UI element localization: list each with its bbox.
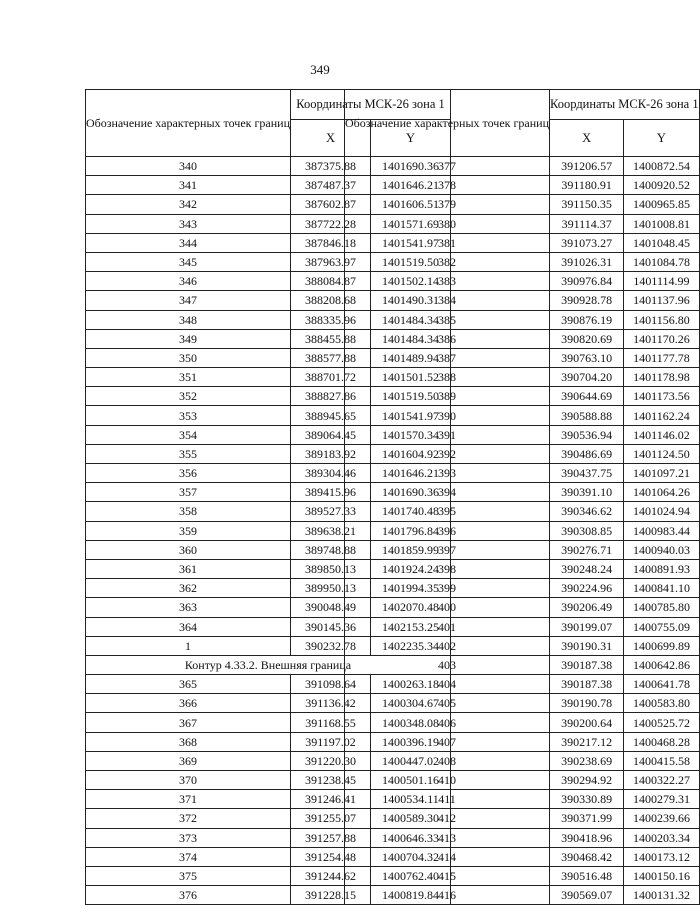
x-coordinate: 390486.69 (550, 444, 624, 463)
x-coordinate: 391168.55 (291, 713, 371, 732)
y-coordinate: 1401097.21 (624, 464, 699, 483)
y-coordinate: 1400263.18 (371, 675, 451, 694)
point-number: 401 (345, 617, 550, 636)
x-coordinate: 388945.65 (291, 406, 371, 425)
y-coordinate: 1400704.32 (371, 847, 451, 866)
designation-header: Обозначение характерных точек границ (345, 90, 550, 157)
coordinates-header: Координаты МСК-26 зона 1 (291, 90, 451, 120)
y-coordinate: 1401519.50 (371, 387, 451, 406)
point-number: 407 (345, 732, 550, 751)
y-coordinate: 1401484.34 (371, 310, 451, 329)
table-row (345, 771, 700, 790)
point-number: 340 (86, 157, 291, 176)
point-number: 406 (345, 713, 550, 732)
y-coordinate: 1401064.26 (624, 483, 699, 502)
point-number: 365 (86, 675, 291, 694)
x-coordinate: 391114.37 (550, 214, 624, 233)
point-number: 367 (86, 713, 291, 732)
y-coordinate: 1400642.86 (624, 655, 699, 674)
x-coordinate: 387602.87 (291, 195, 371, 214)
y-coordinate: 1400173.12 (624, 847, 699, 866)
table-row (345, 502, 700, 521)
y-coordinate: 1401859.99 (371, 540, 451, 559)
y-coordinate: 1401024.94 (624, 502, 699, 521)
x-coordinate: 387375.88 (291, 157, 371, 176)
table-row (345, 694, 700, 713)
x-coordinate: 390206.49 (550, 598, 624, 617)
table-row (345, 233, 700, 252)
point-number: 413 (345, 828, 550, 847)
y-coordinate: 1400279.31 (624, 790, 699, 809)
y-coordinate: 1400920.52 (624, 176, 699, 195)
table-row (345, 866, 700, 885)
point-number: 395 (345, 502, 550, 521)
point-number: 355 (86, 444, 291, 463)
y-coordinate: 1401170.26 (624, 329, 699, 348)
table-row (345, 751, 700, 770)
y-coordinate: 1401156.80 (624, 310, 699, 329)
x-coordinate: 391254.48 (291, 847, 371, 866)
y-coordinate: 1400348.08 (371, 713, 451, 732)
point-number: 404 (345, 675, 550, 694)
y-coordinate: 1400415.58 (624, 751, 699, 770)
x-coordinate: 391197.02 (291, 732, 371, 751)
x-coordinate: 390928.78 (550, 291, 624, 310)
point-number: 403 (345, 655, 550, 674)
x-coordinate: 391220.30 (291, 751, 371, 770)
x-coordinate: 391026.31 (550, 252, 624, 271)
y-coordinate: 1400131.32 (624, 886, 699, 905)
table-row (345, 406, 700, 425)
point-number: 375 (86, 866, 291, 885)
x-coordinate: 388827.86 (291, 387, 371, 406)
point-number: 394 (345, 483, 550, 502)
y-coordinate: 1401924.24 (371, 559, 451, 578)
x-coordinate: 387722.28 (291, 214, 371, 233)
y-coordinate: 1400891.93 (624, 559, 699, 578)
x-coordinate: 390248.24 (550, 559, 624, 578)
y-coordinate: 1400762.40 (371, 866, 451, 885)
point-number: 348 (86, 310, 291, 329)
table-row (345, 617, 700, 636)
x-coordinate: 390190.78 (550, 694, 624, 713)
point-number: 386 (345, 329, 550, 348)
x-coordinate: 390217.12 (550, 732, 624, 751)
point-number: 353 (86, 406, 291, 425)
table-row (345, 675, 700, 694)
point-number: 385 (345, 310, 550, 329)
x-coordinate: 390294.92 (550, 771, 624, 790)
table-row (345, 559, 700, 578)
point-number: 408 (345, 751, 550, 770)
y-coordinate: 1400468.28 (624, 732, 699, 751)
table-row (345, 214, 700, 233)
x-coordinate: 388701.72 (291, 368, 371, 387)
x-coordinate: 391246.41 (291, 790, 371, 809)
y-coordinate: 1402235.34 (371, 636, 451, 655)
table-row (345, 195, 700, 214)
y-coordinate: 1401740.48 (371, 502, 451, 521)
x-coordinate: 390048.49 (291, 598, 371, 617)
point-number: 412 (345, 809, 550, 828)
y-coordinate: 1401008.81 (624, 214, 699, 233)
point-number: 384 (345, 291, 550, 310)
point-number: 358 (86, 502, 291, 521)
x-coordinate: 390876.19 (550, 310, 624, 329)
table-row (345, 521, 700, 540)
point-number: 405 (345, 694, 550, 713)
point-number: 344 (86, 233, 291, 252)
y-coordinate: 1400965.85 (624, 195, 699, 214)
point-number: 371 (86, 790, 291, 809)
y-coordinate: 1401146.02 (624, 425, 699, 444)
y-coordinate: 1401994.35 (371, 579, 451, 598)
x-coordinate: 390238.69 (550, 751, 624, 770)
y-coordinate: 1400203.34 (624, 828, 699, 847)
y-coordinate: 1400872.54 (624, 157, 699, 176)
x-coordinate: 389748.88 (291, 540, 371, 559)
table-row (345, 713, 700, 732)
table-row (345, 598, 700, 617)
y-coordinate: 1400940.03 (624, 540, 699, 559)
point-number: 398 (345, 559, 550, 578)
table-row (345, 387, 700, 406)
point-number: 350 (86, 348, 291, 367)
x-coordinate: 391073.27 (550, 233, 624, 252)
x-coordinate: 390516.48 (550, 866, 624, 885)
x-coordinate: 390224.96 (550, 579, 624, 598)
x-coordinate: 390187.38 (550, 655, 624, 674)
y-coordinate: 1401519.50 (371, 252, 451, 271)
y-coordinate: 1401690.36 (371, 483, 451, 502)
x-coordinate: 390187.38 (550, 675, 624, 694)
point-number: 345 (86, 252, 291, 271)
x-coordinate: 388208.68 (291, 291, 371, 310)
point-number: 341 (86, 176, 291, 195)
y-coordinate: 1401690.36 (371, 157, 451, 176)
y-coordinate: 1400304.67 (371, 694, 451, 713)
y-coordinate: 1401571.69 (371, 214, 451, 233)
y-coordinate: 1400983.44 (624, 521, 699, 540)
point-number: 382 (345, 252, 550, 271)
y-coordinate: 1400534.11 (371, 790, 451, 809)
y-coordinate: 1401173.56 (624, 387, 699, 406)
point-number: 383 (345, 272, 550, 291)
x-coordinate: 390468.42 (550, 847, 624, 866)
y-coordinate: 1400646.33 (371, 828, 451, 847)
x-coordinate: 389064.45 (291, 425, 371, 444)
point-number: 351 (86, 368, 291, 387)
point-number: 392 (345, 444, 550, 463)
x-coordinate: 388335.96 (291, 310, 371, 329)
table-row (345, 464, 700, 483)
point-number: 357 (86, 483, 291, 502)
point-number: 356 (86, 464, 291, 483)
table-row (345, 310, 700, 329)
x-coordinate: 390704.20 (550, 368, 624, 387)
x-coordinate: 390569.07 (550, 886, 624, 905)
point-number: 388 (345, 368, 550, 387)
point-number: 368 (86, 732, 291, 751)
x-coordinate: 389415.96 (291, 483, 371, 502)
table-row (345, 291, 700, 310)
right-table-body (345, 157, 700, 905)
y-coordinate: 1400819.84 (371, 886, 451, 905)
y-coordinate: 1400447.02 (371, 751, 451, 770)
table-row (345, 886, 700, 905)
x-coordinate: 390330.89 (550, 790, 624, 809)
point-number: 342 (86, 195, 291, 214)
y-coordinate: 1401177.78 (624, 348, 699, 367)
point-number: 374 (86, 847, 291, 866)
point-number: 416 (345, 886, 550, 905)
x-coordinate: 391098.64 (291, 675, 371, 694)
point-number: 354 (86, 425, 291, 444)
point-number: 352 (86, 387, 291, 406)
x-coordinate: 389304.46 (291, 464, 371, 483)
point-number: 415 (345, 866, 550, 885)
y-coordinate: 1401137.96 (624, 291, 699, 310)
point-number: 410 (345, 771, 550, 790)
y-column-header: Y (624, 120, 699, 157)
point-number: 411 (345, 790, 550, 809)
table-row (345, 483, 700, 502)
point-number: 402 (345, 636, 550, 655)
y-column-header: Y (371, 120, 451, 157)
x-coordinate: 390199.07 (550, 617, 624, 636)
point-number: 373 (86, 828, 291, 847)
y-coordinate: 1401541.97 (371, 406, 451, 425)
x-coordinate: 390820.69 (550, 329, 624, 348)
y-coordinate: 1401570.34 (371, 425, 451, 444)
point-number: 393 (345, 464, 550, 483)
x-coordinate: 391238.45 (291, 771, 371, 790)
y-coordinate: 1401124.50 (624, 444, 699, 463)
coordinates-table-right (344, 89, 700, 905)
x-coordinate: 390418.96 (550, 828, 624, 847)
x-column-header: X (550, 120, 624, 157)
y-coordinate: 1400525.72 (624, 713, 699, 732)
table-row (345, 809, 700, 828)
point-number: 359 (86, 521, 291, 540)
point-number: 378 (345, 176, 550, 195)
y-coordinate: 1401178.98 (624, 368, 699, 387)
y-coordinate: 1401162.24 (624, 406, 699, 425)
y-coordinate: 1401501.52 (371, 368, 451, 387)
x-coordinate: 390391.10 (550, 483, 624, 502)
table-row (345, 655, 700, 674)
point-number: 370 (86, 771, 291, 790)
point-number: 347 (86, 291, 291, 310)
y-coordinate: 1400641.78 (624, 675, 699, 694)
point-number: 369 (86, 751, 291, 770)
y-coordinate: 1400239.66 (624, 809, 699, 828)
y-coordinate: 1400841.10 (624, 579, 699, 598)
point-number: 397 (345, 540, 550, 559)
table-row (345, 828, 700, 847)
point-number: 379 (345, 195, 550, 214)
table-row (345, 579, 700, 598)
y-coordinate: 1401489.94 (371, 348, 451, 367)
x-coordinate: 387963.97 (291, 252, 371, 271)
point-number: 364 (86, 617, 291, 636)
y-coordinate: 1400501.16 (371, 771, 451, 790)
point-number: 366 (86, 694, 291, 713)
y-coordinate: 1400150.16 (624, 866, 699, 885)
y-coordinate: 1401502.14 (371, 272, 451, 291)
y-coordinate: 1400322.27 (624, 771, 699, 790)
point-number: 387 (345, 348, 550, 367)
table-row (345, 329, 700, 348)
table-row (345, 157, 700, 176)
x-coordinate: 391228.15 (291, 886, 371, 905)
x-coordinate: 390145.36 (291, 617, 371, 636)
x-coordinate: 390371.99 (550, 809, 624, 828)
x-coordinate: 391180.91 (550, 176, 624, 195)
y-coordinate: 1401048.45 (624, 233, 699, 252)
point-number: 376 (86, 886, 291, 905)
y-coordinate: 1401646.21 (371, 464, 451, 483)
x-coordinate: 387487.37 (291, 176, 371, 195)
y-coordinate: 1401541.97 (371, 233, 451, 252)
table-row (345, 368, 700, 387)
y-coordinate: 1402070.48 (371, 598, 451, 617)
y-coordinate: 1400699.89 (624, 636, 699, 655)
point-number: 377 (345, 157, 550, 176)
x-coordinate: 390976.84 (550, 272, 624, 291)
y-coordinate: 1401084.78 (624, 252, 699, 271)
x-coordinate: 390437.75 (550, 464, 624, 483)
y-coordinate: 1400583.80 (624, 694, 699, 713)
point-number: 399 (345, 579, 550, 598)
x-coordinate: 390200.64 (550, 713, 624, 732)
x-coordinate: 390644.69 (550, 387, 624, 406)
x-coordinate: 390276.71 (550, 540, 624, 559)
x-coordinate: 391206.57 (550, 157, 624, 176)
x-coordinate: 390346.62 (550, 502, 624, 521)
point-number: 363 (86, 598, 291, 617)
table-row (345, 272, 700, 291)
y-coordinate: 1400755.09 (624, 617, 699, 636)
x-coordinate: 391257.88 (291, 828, 371, 847)
x-coordinate: 389183.92 (291, 444, 371, 463)
y-coordinate: 1401490.31 (371, 291, 451, 310)
point-number: 360 (86, 540, 291, 559)
point-number: 349 (86, 329, 291, 348)
point-number: 372 (86, 809, 291, 828)
x-coordinate: 388084.87 (291, 272, 371, 291)
x-column-header: X (291, 120, 371, 157)
coordinates-header: Координаты МСК-26 зона 1 (550, 90, 700, 120)
x-coordinate: 391244.62 (291, 866, 371, 885)
y-coordinate: 1400785.80 (624, 598, 699, 617)
table-row (345, 176, 700, 195)
x-coordinate: 390763.10 (550, 348, 624, 367)
point-number: 414 (345, 847, 550, 866)
y-coordinate: 1400589.30 (371, 809, 451, 828)
x-coordinate: 389638.21 (291, 521, 371, 540)
y-coordinate: 1401114.99 (624, 272, 699, 291)
y-coordinate: 1401484.34 (371, 329, 451, 348)
point-number: 390 (345, 406, 550, 425)
point-number: 380 (345, 214, 550, 233)
y-coordinate: 1401604.92 (371, 444, 451, 463)
point-number: 391 (345, 425, 550, 444)
point-number: 400 (345, 598, 550, 617)
x-coordinate: 390588.88 (550, 406, 624, 425)
y-coordinate: 1400396.19 (371, 732, 451, 751)
section-title: Контур 4.33.2. Внешняя граница (86, 655, 451, 674)
y-coordinate: 1401606.51 (371, 195, 451, 214)
point-number: 1 (86, 636, 291, 655)
designation-header: Обозначение характерных точек границ (86, 90, 291, 157)
x-coordinate: 391136.42 (291, 694, 371, 713)
y-coordinate: 1401646.21 (371, 176, 451, 195)
table-row (345, 732, 700, 751)
y-coordinate: 1402153.25 (371, 617, 451, 636)
point-number: 396 (345, 521, 550, 540)
x-coordinate: 389950.13 (291, 579, 371, 598)
table-row (345, 790, 700, 809)
table-row (345, 636, 700, 655)
table-row (345, 847, 700, 866)
x-coordinate: 390536.94 (550, 425, 624, 444)
table-row (345, 348, 700, 367)
table-row (345, 425, 700, 444)
page-number: 349 (310, 62, 330, 77)
x-coordinate: 388455.88 (291, 329, 371, 348)
x-coordinate: 390190.31 (550, 636, 624, 655)
x-coordinate: 389850.13 (291, 559, 371, 578)
x-coordinate: 390308.85 (550, 521, 624, 540)
table-row (345, 252, 700, 271)
point-number: 389 (345, 387, 550, 406)
table-row (345, 444, 700, 463)
point-number: 361 (86, 559, 291, 578)
table-row (345, 540, 700, 559)
point-number: 362 (86, 579, 291, 598)
x-coordinate: 390232.78 (291, 636, 371, 655)
x-coordinate: 391255.07 (291, 809, 371, 828)
x-coordinate: 387846.18 (291, 233, 371, 252)
point-number: 381 (345, 233, 550, 252)
x-coordinate: 388577.88 (291, 348, 371, 367)
y-coordinate: 1401796.84 (371, 521, 451, 540)
x-coordinate: 389527.33 (291, 502, 371, 521)
x-coordinate: 391150.35 (550, 195, 624, 214)
point-number: 346 (86, 272, 291, 291)
point-number: 343 (86, 214, 291, 233)
